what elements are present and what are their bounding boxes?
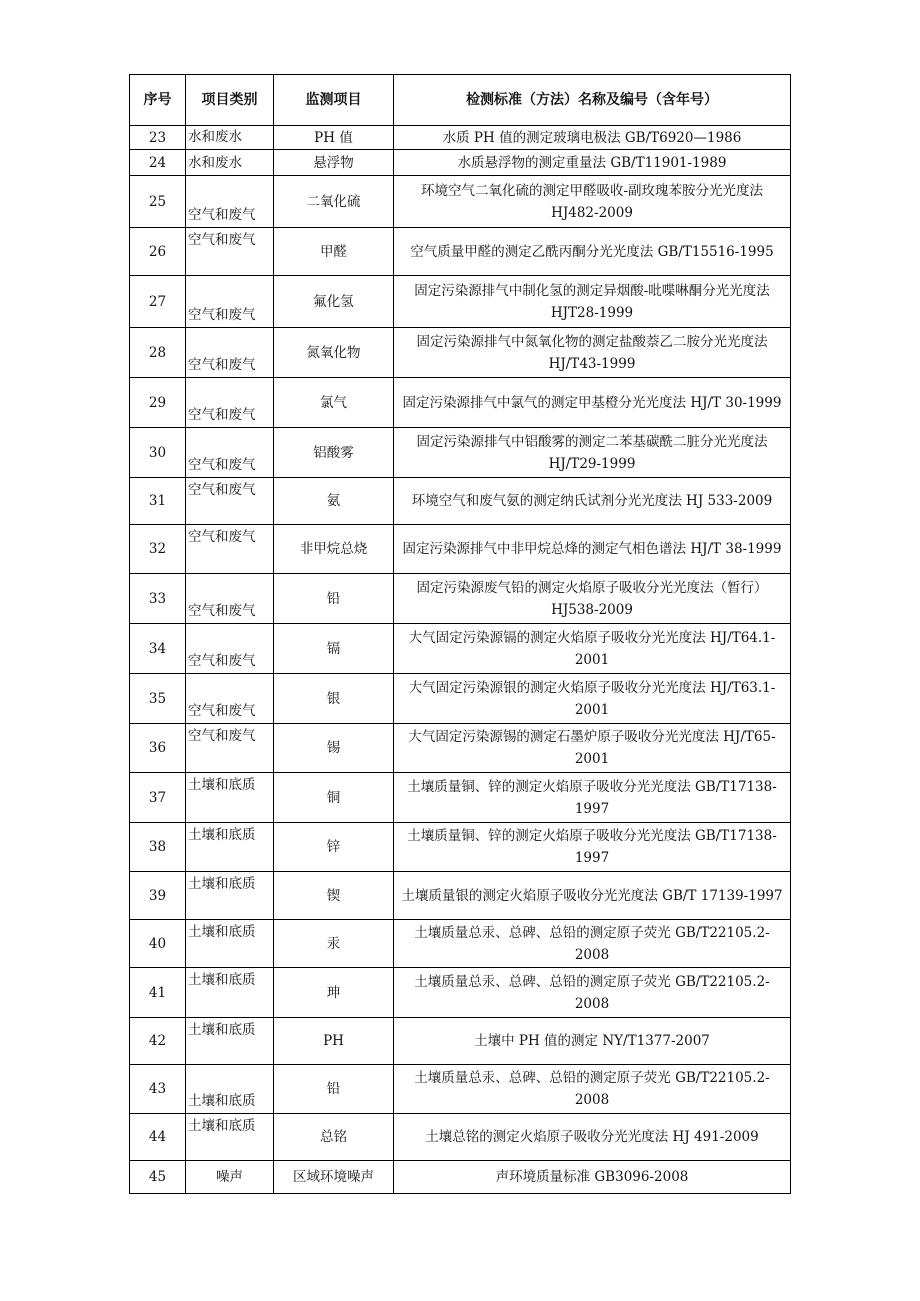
header-row (130, 75, 791, 126)
header-no: 序号 (130, 75, 186, 126)
row-item: 铅 (274, 574, 394, 624)
table-row (130, 1018, 791, 1065)
row-no: 40 (130, 920, 186, 968)
row-category: 土壤和底质 (186, 1065, 274, 1114)
row-category: 空气和废气 (186, 176, 274, 228)
row-standard: 土壤质量银的测定火焰原子吸收分光光度法 GB/T 17139-1997 (394, 872, 791, 920)
row-item: 铝酸雾 (274, 428, 394, 478)
row-category: 空气和废气 (186, 276, 274, 328)
row-item: 总铭 (274, 1114, 394, 1161)
row-standard: 固定污染源废气铅的测定火焰原子吸收分光光度法（暂行）HJ538-2009 (394, 574, 791, 624)
row-item: 银 (274, 674, 394, 724)
table-row (130, 624, 791, 674)
row-standard: 固定污染源排气中氯气的测定甲基橙分光光度法 HJ/T 30-1999 (394, 378, 791, 428)
row-item: 悬浮物 (274, 150, 394, 176)
row-category: 空气和废气 (186, 328, 274, 378)
row-no: 45 (130, 1161, 186, 1194)
row-no: 26 (130, 228, 186, 276)
row-item: 非甲烷总烧 (274, 525, 394, 574)
row-item: 锌 (274, 823, 394, 872)
header-standard: 检测标准（方法）名称及编号（含年号） (394, 75, 791, 126)
row-no: 29 (130, 378, 186, 428)
table-row (130, 920, 791, 968)
row-standard: 水质 PH 值的测定玻璃电极法 GB/T6920—1986 (394, 126, 791, 150)
row-standard: 土壤总铭的测定火焰原子吸收分光光度法 HJ 491-2009 (394, 1114, 791, 1161)
row-standard: 土壤质量总汞、总碑、总铅的测定原子荧光 GB/T22105.2-2008 (394, 968, 791, 1018)
table-row (130, 328, 791, 378)
row-standard: 大气固定污染源镉的测定火焰原子吸收分光光度法 HJ/T64.1-2001 (394, 624, 791, 674)
row-item: 氨 (274, 478, 394, 525)
row-standard: 大气固定污染源锡的测定石墨炉原子吸收分光光度法 HJ/T65-2001 (394, 724, 791, 773)
row-item: 区域环境噪声 (274, 1161, 394, 1194)
row-standard: 固定污染源排气中非甲烷总烽的测定气相色谱法 HJ/T 38-1999 (394, 525, 791, 574)
row-standard: 环境空气二氧化硫的测定甲醛吸收-副玫瑰苯胺分光光度法 HJ482-2009 (394, 176, 791, 228)
row-no: 32 (130, 525, 186, 574)
row-no: 27 (130, 276, 186, 328)
table-row (130, 1114, 791, 1161)
row-category: 土壤和底质 (186, 1018, 274, 1065)
row-item: PH 值 (274, 126, 394, 150)
row-no: 23 (130, 126, 186, 150)
table-body (130, 126, 791, 1194)
row-category: 噪声 (186, 1161, 274, 1194)
row-category: 空气和废气 (186, 525, 274, 574)
row-standard: 土壤质量总汞、总碑、总铅的测定原子荧光 GB/T22105.2-2008 (394, 1065, 791, 1114)
row-standard: 空气质量甲醛的测定乙酰丙酮分光光度法 GB/T15516-1995 (394, 228, 791, 276)
row-no: 35 (130, 674, 186, 724)
row-no: 24 (130, 150, 186, 176)
row-item: 二氧化硫 (274, 176, 394, 228)
row-item: 甲醛 (274, 228, 394, 276)
row-standard: 固定污染源排气中制化氢的测定异烟酸-吡喋啉酮分光光度法 HJT28-1999 (394, 276, 791, 328)
table-row (130, 228, 791, 276)
row-standard: 环境空气和废气氨的测定纳氏试剂分光光度法 HJ 533-2009 (394, 478, 791, 525)
table-row (130, 428, 791, 478)
row-item: 锲 (274, 872, 394, 920)
header-item: 监测项目 (274, 75, 394, 126)
row-category: 空气和废气 (186, 574, 274, 624)
row-no: 44 (130, 1114, 186, 1161)
row-item: 汞 (274, 920, 394, 968)
table-row (130, 150, 791, 176)
row-no: 34 (130, 624, 186, 674)
row-item: 氮氧化物 (274, 328, 394, 378)
row-standard: 土壤中 PH 值的测定 NY/T1377-2007 (394, 1018, 791, 1065)
row-category: 空气和废气 (186, 624, 274, 674)
row-no: 33 (130, 574, 186, 624)
table-row (130, 478, 791, 525)
row-category: 水和废水 (186, 126, 274, 150)
row-category: 土壤和底质 (186, 920, 274, 968)
row-category: 空气和废气 (186, 478, 274, 525)
row-item: 铅 (274, 1065, 394, 1114)
row-standard: 固定污染源排气中氮氧化物的测定盐酸萘乙二胺分光光度法 HJ/T43-1999 (394, 328, 791, 378)
standards-table (129, 74, 791, 1194)
row-item: 氯气 (274, 378, 394, 428)
row-standard: 固定污染源排气中铝酸雾的测定二苯基碳酰二脏分光光度法 HJ/T29-1999 (394, 428, 791, 478)
table-row (130, 968, 791, 1018)
table-row (130, 674, 791, 724)
row-no: 36 (130, 724, 186, 773)
row-category: 土壤和底质 (186, 773, 274, 823)
table-row (130, 525, 791, 574)
row-standard: 土壤质量铜、锌的测定火焰原子吸收分光光度法 GB/T17138-1997 (394, 773, 791, 823)
row-item: 珅 (274, 968, 394, 1018)
table-row (130, 176, 791, 228)
table-row (130, 574, 791, 624)
row-standard: 声环境质量标准 GB3096-2008 (394, 1161, 791, 1194)
row-no: 28 (130, 328, 186, 378)
row-category: 土壤和底质 (186, 823, 274, 872)
header-category: 项目类别 (186, 75, 274, 126)
row-category: 土壤和底质 (186, 1114, 274, 1161)
row-category: 土壤和底质 (186, 968, 274, 1018)
row-category: 水和废水 (186, 150, 274, 176)
row-no: 42 (130, 1018, 186, 1065)
row-category: 空气和废气 (186, 428, 274, 478)
table-row (130, 773, 791, 823)
table-row (130, 1065, 791, 1114)
row-category: 土壤和底质 (186, 872, 274, 920)
row-category: 空气和废气 (186, 724, 274, 773)
row-category: 空气和废气 (186, 228, 274, 276)
row-item: 镉 (274, 624, 394, 674)
row-standard: 大气固定污染源银的测定火焰原子吸收分光光度法 HJ/T63.1-2001 (394, 674, 791, 724)
row-standard: 水质悬浮物的测定重量法 GB/T11901-1989 (394, 150, 791, 176)
row-no: 38 (130, 823, 186, 872)
row-item: 氟化氢 (274, 276, 394, 328)
row-no: 37 (130, 773, 186, 823)
row-item: 铜 (274, 773, 394, 823)
table-row (130, 1161, 791, 1194)
table-row (130, 724, 791, 773)
row-standard: 土壤质量铜、锌的测定火焰原子吸收分光光度法 GB/T17138-1997 (394, 823, 791, 872)
row-item: PH (274, 1018, 394, 1065)
row-no: 31 (130, 478, 186, 525)
row-no: 43 (130, 1065, 186, 1114)
row-no: 25 (130, 176, 186, 228)
table-row (130, 126, 791, 150)
row-no: 39 (130, 872, 186, 920)
row-standard: 土壤质量总汞、总碑、总铅的测定原子荧光 GB/T22105.2-2008 (394, 920, 791, 968)
row-category: 空气和废气 (186, 378, 274, 428)
table-row (130, 378, 791, 428)
table-row (130, 872, 791, 920)
table-row (130, 823, 791, 872)
row-no: 30 (130, 428, 186, 478)
row-category: 空气和废气 (186, 674, 274, 724)
row-item: 锡 (274, 724, 394, 773)
row-no: 41 (130, 968, 186, 1018)
table-row (130, 276, 791, 328)
